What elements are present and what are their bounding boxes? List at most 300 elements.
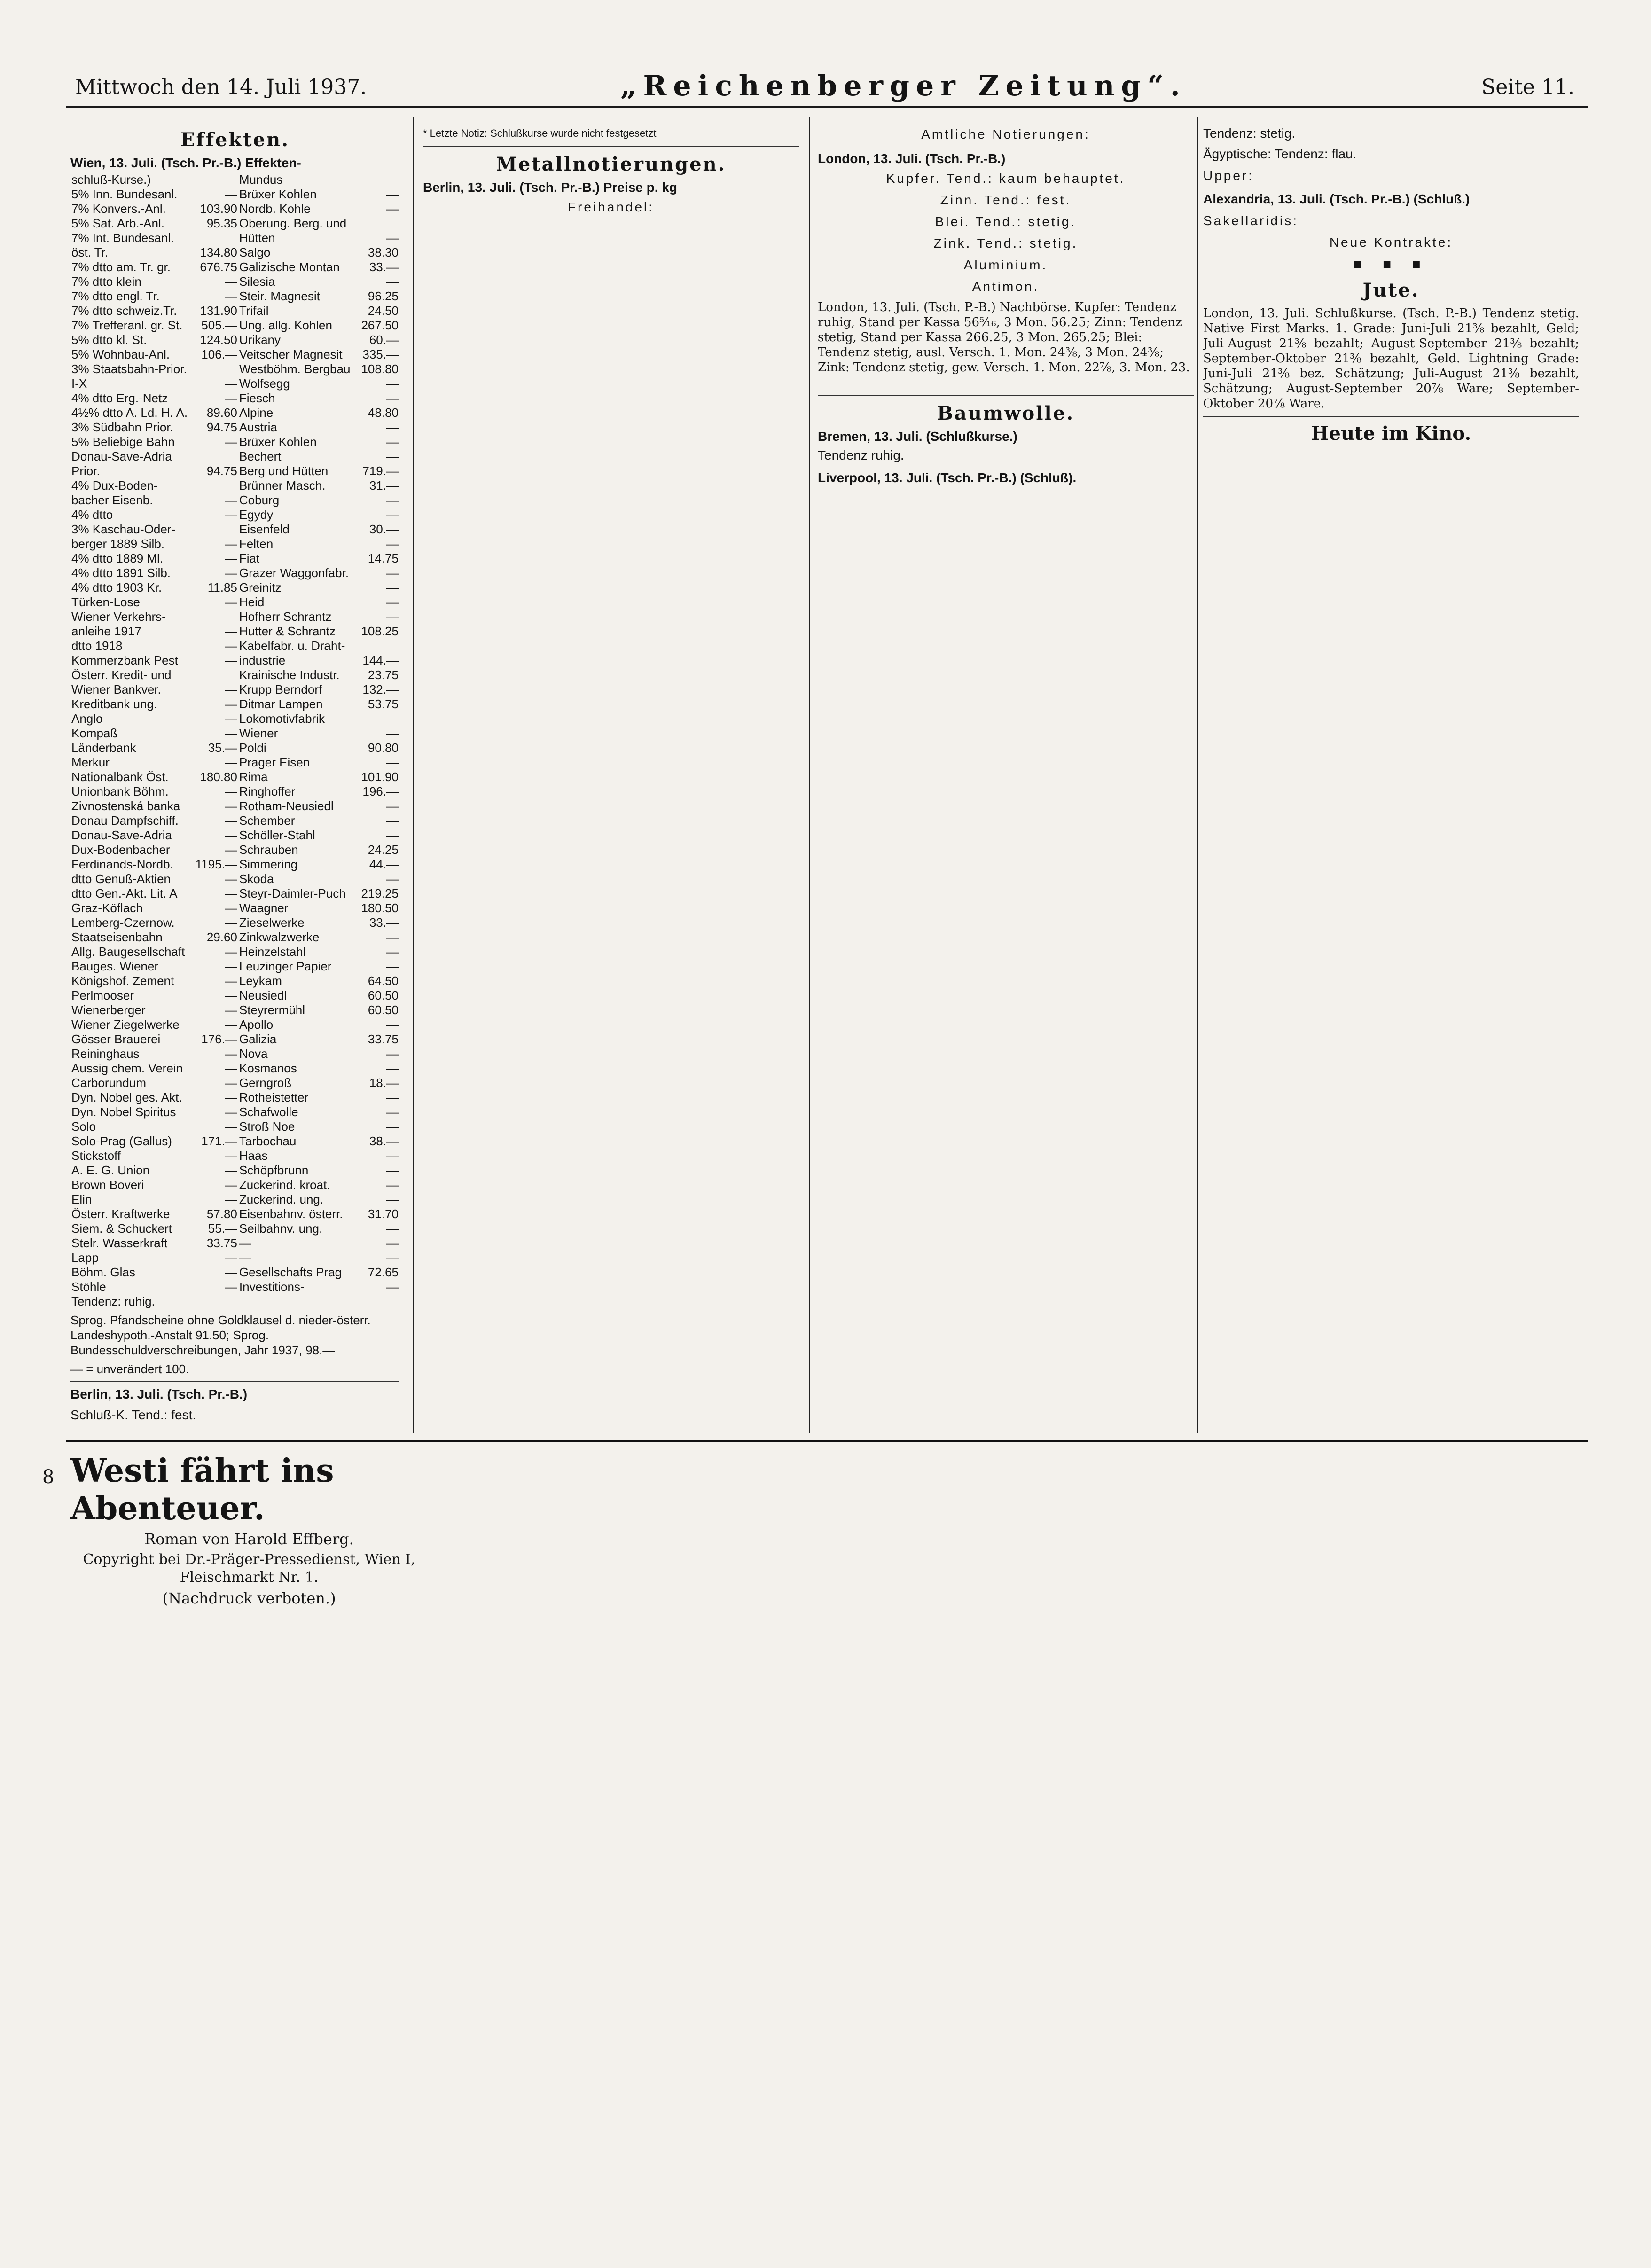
table-row (70, 770, 399, 784)
table-cell: Königshof. Zement (71, 974, 174, 988)
table-cell: — (225, 901, 237, 915)
table-cell: Lokomotivfabrik (239, 712, 325, 726)
table-cell: — (225, 697, 237, 711)
table-cell: 144.— (362, 653, 399, 667)
table-cell: — (225, 959, 237, 973)
table-cell: Länderbank (71, 741, 136, 755)
table-cell (188, 172, 238, 187)
table-cell: Brown Boveri (71, 1178, 144, 1192)
table-row (70, 1251, 399, 1265)
table-cell: 335.— (362, 347, 399, 361)
table-cell: — (225, 639, 237, 653)
table-cell: Austria (239, 420, 277, 434)
antimon-heading: Antimon. (972, 279, 1040, 294)
table-cell: — (386, 610, 399, 624)
table-cell: Österr. Kraftwerke (71, 1207, 170, 1221)
table-cell: — (225, 376, 237, 391)
table-cell: Schrauben (239, 843, 298, 857)
table-row (70, 245, 399, 260)
table-row (70, 478, 399, 493)
table-row (70, 668, 399, 682)
table-cell: berger 1889 Silb. (71, 537, 165, 551)
divider (1203, 416, 1579, 417)
table-cell: — (225, 508, 237, 522)
novel-column-3 (832, 1452, 1189, 2232)
alexandria-heading: Alexandria, 13. Juli. (Tsch. Pr.-B.) (Schluß.) (1203, 192, 1470, 206)
table-cell: — (225, 1149, 237, 1163)
table-cell: Gerngroß (239, 1076, 292, 1090)
table-row (70, 1265, 399, 1280)
table-cell: — (386, 872, 399, 886)
upper-heading: Upper: (1203, 168, 1254, 183)
table-cell: Waagner (239, 901, 289, 915)
table-cell: — (386, 1236, 399, 1250)
table-cell: — (225, 1280, 237, 1294)
table-row (70, 362, 399, 376)
table-cell: 267.50 (361, 318, 399, 332)
table-cell: 180.50 (361, 901, 399, 915)
table-cell: Heid (239, 595, 265, 609)
table-cell (351, 639, 399, 653)
table-cell: 38.30 (368, 245, 399, 259)
table-cell: — (225, 682, 237, 696)
table-cell: Greinitz (239, 580, 282, 594)
table-cell: Graz-Köflach (71, 901, 143, 915)
berlin-heading: Berlin, 13. Juli. (Tsch. Pr.-B.) (70, 1387, 248, 1401)
table-cell: Poldi (239, 741, 266, 755)
table-cell: Galizische Montan (239, 260, 340, 274)
table-cell: 4% dtto 1889 Ml. (71, 551, 164, 565)
wien-heading: Wien, 13. Juli. (Tsch. Pr.-B.) Effekten- (70, 156, 301, 170)
table-cell: — (386, 566, 399, 580)
table-cell: Solo-Prag (Gallus) (71, 1134, 172, 1148)
table-cell: Türken-Lose (71, 595, 140, 609)
table-cell: Fiesch (239, 391, 275, 405)
table-cell: bacher Eisenb. (71, 493, 153, 507)
table-cell (238, 1294, 352, 1309)
table-cell: — (386, 231, 399, 245)
table-cell: — (225, 755, 237, 769)
table-cell: — (386, 1192, 399, 1206)
table-cell: 33.75 (206, 1236, 237, 1250)
table-cell: Seilbahnv. ung. (239, 1221, 323, 1236)
table-cell: dtto Gen.-Akt. Lit. A (71, 886, 178, 900)
table-row (70, 886, 399, 901)
table-row (70, 1280, 399, 1294)
table-cell: 7% dtto am. Tr. gr. (71, 260, 171, 274)
table-cell: — (225, 1163, 237, 1177)
novel-column-4 (1213, 1452, 1570, 2232)
table-row (70, 376, 399, 391)
bremen-heading: Bremen, 13. Juli. (Schlußkurse.) (818, 429, 1017, 444)
table-cell: — (225, 712, 237, 726)
table-cell: — (225, 1017, 237, 1032)
table-cell (188, 449, 238, 464)
table-cell: Alpine (239, 406, 274, 420)
table-cell: — (386, 828, 399, 842)
table-cell: Galizia (239, 1032, 277, 1046)
table-row (70, 187, 399, 202)
table-cell: — (386, 449, 399, 463)
table-row (70, 1163, 399, 1178)
table-cell: 101.90 (361, 770, 399, 784)
table-cell: industrie (239, 653, 286, 667)
table-cell: Leuzinger Papier (239, 959, 332, 973)
table-row (70, 974, 399, 988)
table-cell: Stöhle (71, 1280, 106, 1294)
table-cell: — (386, 1105, 399, 1119)
table-cell: Bauges. Wiener (71, 959, 158, 973)
table-cell: — (225, 1076, 237, 1090)
table-cell: Nordb. Kohle (239, 202, 311, 216)
table-cell: — (386, 1090, 399, 1104)
table-row (70, 1090, 399, 1105)
column-metals (818, 122, 1194, 1433)
table-cell: — (225, 187, 237, 201)
table-cell: — (386, 1280, 399, 1294)
table-cell: Zivnostenská banka (71, 799, 180, 813)
table-cell: dtto 1918 (71, 639, 123, 653)
table-row (70, 347, 399, 362)
table-cell: Stelr. Wasserkraft (71, 1236, 168, 1250)
table-cell: — (225, 1090, 237, 1104)
table-cell: 108.80 (361, 362, 399, 376)
table-row (70, 289, 399, 304)
table-cell: 4% dtto Erg.-Netz (71, 391, 168, 405)
table-cell: Westböhm. Bergbau (239, 362, 351, 376)
table-cell: Oberung. Berg. und (239, 216, 347, 230)
wien-quote-table (70, 172, 399, 1309)
table-row (70, 959, 399, 974)
table-cell: Salgo (239, 245, 271, 259)
table-cell: Dyn. Nobel Spiritus (71, 1105, 176, 1119)
table-cell: 48.80 (368, 406, 399, 420)
table-cell: 33.— (369, 260, 399, 274)
table-cell: — (386, 187, 399, 201)
table-cell: Donau Dampfschiff. (71, 813, 179, 828)
table-cell: 31.— (369, 478, 399, 493)
table-cell: Anglo (71, 712, 103, 726)
table-row (70, 1221, 399, 1236)
table-cell: Zinkwalzwerke (239, 930, 320, 944)
table-cell: 7% dtto engl. Tr. (71, 289, 160, 303)
table-cell: Nationalbank Öst. (71, 770, 169, 784)
table-cell: 106.— (201, 347, 237, 361)
novel-title: Westi fährt ins Abenteuer. (70, 1452, 334, 1527)
table-cell: Solo (71, 1119, 96, 1134)
table-cell: Kreditbank ung. (71, 697, 157, 711)
table-row (70, 231, 399, 245)
table-cell: — (386, 537, 399, 551)
table-cell: 23.75 (368, 668, 399, 682)
table-cell: Tarbochau (239, 1134, 297, 1148)
table-cell: Lapp (71, 1251, 99, 1265)
table-row (70, 1207, 399, 1221)
table-cell: — (386, 1251, 399, 1265)
table-cell: 44.— (369, 857, 399, 871)
table-cell: Wiener Bankver. (71, 682, 161, 696)
table-cell: Staatseisenbahn (71, 930, 163, 944)
table-cell: 131.90 (200, 304, 237, 318)
table-cell: 33.75 (368, 1032, 399, 1046)
table-cell: 5% Beliebige Bahn (71, 435, 175, 449)
table-row (70, 784, 399, 799)
table-cell: 38.— (369, 1134, 399, 1148)
table-row (70, 1178, 399, 1192)
table-row (70, 449, 399, 464)
table-cell: 60.50 (368, 988, 399, 1002)
table-cell: 24.50 (368, 304, 399, 318)
table-row (70, 1003, 399, 1017)
table-cell: 7% dtto klein (71, 274, 141, 289)
table-cell: 1195.— (195, 857, 237, 871)
table-cell: Zieselwerke (239, 915, 305, 930)
table-cell: — (225, 843, 237, 857)
table-cell: 108.25 (361, 624, 399, 638)
table-row (70, 1076, 399, 1090)
table-cell: 94.75 (206, 420, 237, 434)
table-cell: Hofherr Schrantz (239, 610, 332, 624)
column-berlin-stocks (423, 122, 799, 1433)
table-row (70, 755, 399, 770)
table-cell: 3% Staatsbahn-Prior. (71, 362, 187, 376)
table-cell: 30.— (369, 522, 399, 536)
table-cell: 72.65 (368, 1265, 399, 1279)
section-title-jute: Jute. (1362, 279, 1420, 301)
table-cell: 103.90 (200, 202, 237, 216)
table-row (70, 1061, 399, 1076)
table-cell (351, 172, 399, 187)
table-row (70, 872, 399, 886)
table-cell: Lemberg-Czernow. (71, 915, 175, 930)
table-cell: 55.— (208, 1221, 237, 1236)
novel-copyright: Copyright bei Dr.-Präger-Pressedienst, Wien I, Fleischmarkt Nr. 1. (83, 1551, 415, 1586)
table-cell: — (225, 1251, 237, 1265)
table-row (70, 988, 399, 1003)
table-row (70, 624, 399, 639)
table-cell: Prior. (71, 464, 100, 478)
table-cell: 5% Inn. Bundesanl. (71, 187, 178, 201)
table-cell: Grazer Waggonfabr. (239, 566, 349, 580)
table-cell: 35.— (208, 741, 237, 755)
table-cell: — (386, 1061, 399, 1075)
table-cell: Bechert (239, 449, 282, 463)
table-cell: — (386, 435, 399, 449)
table-cell: Hutter & Schrantz (239, 624, 336, 638)
table-cell: 7% Konvers.-Anl. (71, 202, 166, 216)
table-cell: Wiener Ziegelwerke (71, 1017, 180, 1032)
table-cell: Steir. Magnesit (239, 289, 320, 303)
table-cell: — (225, 828, 237, 842)
column-rule (413, 117, 414, 1433)
table-row (70, 682, 399, 697)
table-cell: 31.70 (368, 1207, 399, 1221)
table-cell: — (386, 595, 399, 609)
section-separator-stars: ■ ■ ■ (1353, 257, 1429, 272)
table-cell: Steyrermühl (239, 1003, 305, 1017)
table-cell: — (239, 1236, 251, 1250)
header-date: Mittwoch den 14. Juli 1937. (75, 75, 367, 99)
table-cell: — (225, 988, 237, 1002)
table-cell: 11.85 (207, 580, 237, 594)
wien-footnote-b: — = unverändert 100. (70, 1362, 189, 1376)
table-cell: — (386, 1178, 399, 1192)
table-cell: 4½% dtto A. Ld. H. A. (71, 406, 188, 420)
table-row (70, 1017, 399, 1032)
table-cell (188, 231, 238, 245)
table-cell: — (225, 653, 237, 667)
table-cell: 676.75 (200, 260, 237, 274)
table-cell: 24.25 (368, 843, 399, 857)
london-nachboerse: London, 13. Juli. (Tsch. P.-B.) Nachbörse. Kupfer: Tendenz ruhig, Stand per Kassa 56⁵⁄₁₆, 3 Mon. 56.25; Zinn: Tendenz stetig, Stand per Kassa 266.25, 3 Mon. 265.25; Blei: Tendenz stetig, ausl. Versch. 1. Mon. 24⅜, 3 Mon. 24⅜; Zink: Tendenz stetig, gew. Versch. 1. Mon. 22⅞, 3. Mon. 23.— (818, 300, 1190, 390)
table-cell: 4% Dux-Boden- (71, 478, 158, 493)
table-cell: Haas (239, 1149, 268, 1163)
table-row (70, 551, 399, 566)
table-cell: Brünner Masch. (239, 478, 326, 493)
table-cell: — (225, 566, 237, 580)
table-row (70, 391, 399, 406)
table-cell: 3% Kaschau-Oder- (71, 522, 176, 536)
table-cell: Wiener (239, 726, 278, 740)
table-row (70, 828, 399, 843)
neue-kontrakte-heading: Neue Kontrakte: (1329, 235, 1453, 250)
table-cell: Aussig chem. Verein (71, 1061, 183, 1075)
table-cell: — (386, 755, 399, 769)
table-row (70, 1236, 399, 1251)
jute-text: London, 13. Juli. Schlußkurse. (Tsch. P.-B.) Tendenz stetig. Native First Marks. 1. Grade: Juni-Juli 21⅜ bezahlt, Geld; Juli-August 21⅜ bezahlt; August-September 21⅜ bezahlt; September-Oktober 21⅜ bezahlt, Geld. Lightning Grade: Juni-Juli 21⅜ bez. Schätzung; Juli-August 21⅜ bezahlt, Schätzung; August-September 20⅞ Ware; September-Oktober 20⅞ Ware. (1203, 306, 1579, 411)
table-row (70, 799, 399, 813)
table-cell: 53.75 (368, 697, 399, 711)
table-cell: Perlmooser (71, 988, 134, 1002)
table-cell: Kompaß (71, 726, 118, 740)
table-cell: Apollo (239, 1017, 274, 1032)
table-cell: — (225, 435, 237, 449)
table-cell (188, 478, 238, 493)
table-cell: — (225, 799, 237, 813)
table-cell: Krainische Industr. (239, 668, 340, 682)
novel-author: Roman von Harold Effberg. (144, 1530, 354, 1548)
table-cell: 57.80 (206, 1207, 237, 1221)
table-cell: — (386, 420, 399, 434)
column-rule (809, 117, 810, 1433)
table-cell: Brüxer Kohlen (239, 187, 317, 201)
table-cell: — (225, 1061, 237, 1075)
table-cell: — (386, 1047, 399, 1061)
bremen-tendency: Tendenz ruhig. (818, 448, 904, 462)
table-cell: 33.— (369, 915, 399, 930)
column-cotton (1203, 122, 1579, 1433)
table-cell: 89.60 (206, 406, 237, 420)
table-cell: — (386, 726, 399, 740)
table-row (70, 1119, 399, 1134)
table-cell: — (386, 959, 399, 973)
novel-column-1 (70, 1452, 428, 2232)
table-cell: Wienerberger (71, 1003, 146, 1017)
table-cell: Stickstoff (71, 1149, 121, 1163)
liverpool-heading: Liverpool, 13. Juli. (Tsch. Pr.-B.) (Schluß). (818, 470, 1077, 485)
table-cell: Gesellschafts Prag (239, 1265, 342, 1279)
table-row (70, 522, 399, 537)
table-cell: Schember (239, 813, 295, 828)
table-cell: Silesia (239, 274, 275, 289)
feuilleton-rule (66, 1440, 1588, 1442)
table-cell: Leykam (239, 974, 282, 988)
table-cell: 7% dtto schweiz.Tr. (71, 304, 177, 318)
table-row (70, 464, 399, 478)
section-title-baumwolle: Baumwolle. (937, 402, 1074, 424)
table-cell: — (239, 1251, 251, 1265)
divider (70, 1381, 399, 1382)
table-cell: — (386, 508, 399, 522)
table-row (70, 726, 399, 741)
column-effekten (70, 122, 399, 1433)
table-cell: Krupp Berndorf (239, 682, 322, 696)
table-row (70, 1149, 399, 1163)
table-cell: Eisenfeld (239, 522, 290, 536)
table-cell: Merkur (71, 755, 110, 769)
table-cell: — (225, 726, 237, 740)
table-cell: Kommerzbank Pest (71, 653, 178, 667)
table-cell: 196.— (362, 784, 399, 798)
table-cell: — (225, 624, 237, 638)
table-cell: dtto Genuß-Aktien (71, 872, 171, 886)
amtlich-heading: Amtliche Notierungen: (921, 127, 1090, 141)
table-cell: 60.— (369, 333, 399, 347)
table-cell (351, 712, 399, 726)
table-cell (351, 216, 399, 231)
table-cell: Urikany (239, 333, 281, 347)
table-cell: Allg. Baugesellschaft (71, 945, 185, 959)
table-cell: — (386, 1017, 399, 1032)
table-cell: Trifail (239, 304, 269, 318)
table-cell: — (225, 1105, 237, 1119)
table-cell: — (225, 1265, 237, 1279)
table-cell: Zuckerind. ung. (239, 1192, 324, 1206)
novel-nachdruck: (Nachdruck verboten.) (162, 1589, 336, 1607)
table-cell: — (225, 551, 237, 565)
table-cell: Elin (71, 1192, 92, 1206)
table-cell: Dux-Bodenbacher (71, 843, 170, 857)
table-row (70, 420, 399, 435)
novel-episode-number: 8 (42, 1466, 55, 1488)
table-cell: Ung. allg. Kohlen (239, 318, 332, 332)
table-cell: anleihe 1917 (71, 624, 141, 638)
table-cell: — (225, 537, 237, 551)
table-cell: — (225, 493, 237, 507)
berlin-subheading: Schluß-K. Tend.: fest. (70, 1408, 196, 1422)
table-row (70, 202, 399, 216)
table-cell: 5% Sat. Arb.-Anl. (71, 216, 164, 230)
table-row (70, 857, 399, 872)
table-cell: — (225, 1003, 237, 1017)
table-cell: — (386, 1119, 399, 1134)
table-row (70, 915, 399, 930)
table-cell: — (225, 974, 237, 988)
table-row (70, 610, 399, 624)
table-cell: — (386, 391, 399, 405)
table-cell: Berg und Hütten (239, 464, 329, 478)
table-cell: 95.35 (206, 216, 237, 230)
table-cell: Kabelfabr. u. Draht- (239, 639, 345, 653)
table-cell: — (386, 376, 399, 391)
zink-heading: Zink. Tend.: stetig. (933, 236, 1078, 250)
table-cell: — (225, 784, 237, 798)
tendency-label: Tendenz: stetig. (1203, 126, 1296, 141)
table-cell: 96.25 (368, 289, 399, 303)
table-row (70, 1294, 399, 1309)
table-cell: 3% Südbahn Prior. (71, 420, 173, 434)
table-cell: A. E. G. Union (71, 1163, 150, 1177)
